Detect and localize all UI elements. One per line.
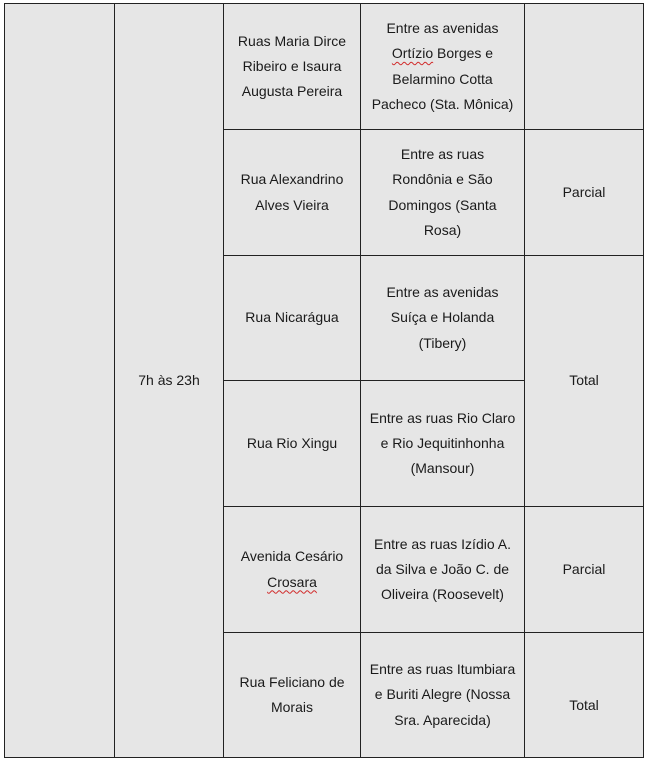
segment-text: Entre as ruas Rondônia e São Domingos (Santa Rosa) xyxy=(388,145,497,238)
closure-type: Total xyxy=(569,372,599,389)
schedule-cell xyxy=(115,4,224,758)
spellcheck-flagged-word: Crosara xyxy=(267,573,317,590)
segment-text: Entre as avenidas Suíça e Holanda (Tibery) xyxy=(386,284,499,351)
segment-text: Entre as ruas Izídio A. da Silva e João C. de Oliveira (Roosevelt) xyxy=(374,535,511,603)
blank-cell xyxy=(5,4,115,758)
street-cell xyxy=(224,256,361,381)
street-cell xyxy=(224,130,361,256)
segment-cell xyxy=(361,130,525,256)
closure-type: Parcial xyxy=(562,560,606,577)
street-name: Rua Alexandrino Alves Vieira xyxy=(240,171,344,213)
closure-cell xyxy=(525,256,644,507)
street-cell xyxy=(224,507,361,633)
segment-cell xyxy=(361,507,525,633)
segment-text: Entre as ruas Itumbiara e Buriti Alegre (Nossa Sra. Aparecida) xyxy=(369,661,516,728)
street-name: Rua Feliciano de Morais xyxy=(239,673,345,715)
segment-text-start: Entre as avenidas xyxy=(386,19,499,36)
closure-cell xyxy=(525,633,644,758)
street-name: Rua Rio Xingu xyxy=(246,434,338,451)
segment-cell xyxy=(361,256,525,381)
segment-cell xyxy=(361,4,525,130)
table-row xyxy=(5,4,644,130)
street-name: Ruas Maria Dirce Ribeiro e Isaura Augusta Pereira xyxy=(237,32,347,100)
segment-cell xyxy=(361,633,525,758)
road-closure-table xyxy=(4,3,644,758)
street-cell xyxy=(224,4,361,130)
closure-cell xyxy=(525,507,644,633)
street-cell xyxy=(224,633,361,758)
closure-cell-empty xyxy=(525,4,644,130)
street-name-start: Avenida Cesário xyxy=(240,548,344,565)
closure-type: Total xyxy=(569,697,599,714)
street-name: Rua Nicarágua xyxy=(245,309,339,326)
street-cell xyxy=(224,381,361,507)
schedule-text: 7h às 23h xyxy=(138,371,200,388)
segment-text: Entre as ruas Rio Claro e Rio Jequitinhonha (Mansour) xyxy=(369,409,516,477)
segment-cell xyxy=(361,381,525,507)
segment-text-end: Borges e Belarmino Cotta Pacheco (Sta. Mônica) xyxy=(371,45,514,112)
spellcheck-flagged-word: Ortízio xyxy=(391,45,434,62)
closure-cell xyxy=(525,130,644,256)
closure-type: Parcial xyxy=(562,183,606,200)
